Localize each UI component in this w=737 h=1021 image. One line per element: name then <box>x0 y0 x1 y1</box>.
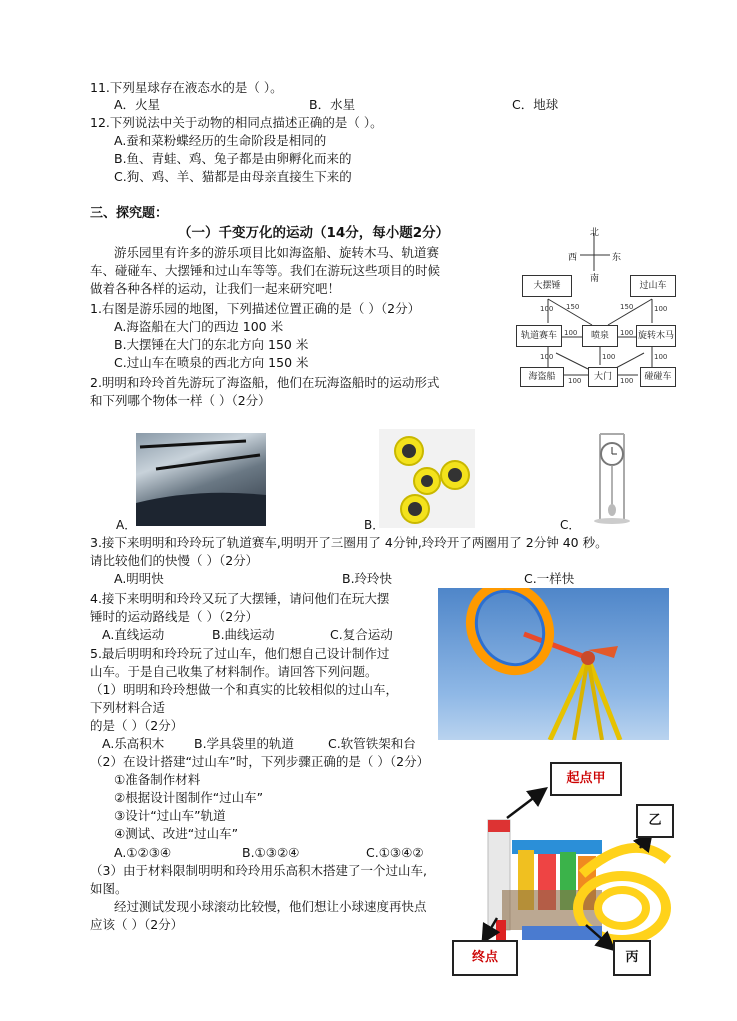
q11-option-c: C．地球 <box>512 97 559 112</box>
map-distance: 100 <box>540 353 554 361</box>
q2-option-a: A． <box>116 518 137 532</box>
q1-text: 1.右图是游乐园的地图，下列描述位置正确的是（ ）（2分） <box>90 301 421 316</box>
map-distance: 150 <box>620 303 634 311</box>
q5-step-3: ③设计“过山车”轨道 <box>114 808 226 823</box>
q3-option-c: C.一样快 <box>524 571 575 586</box>
q5-step-2: ②根据设计图制作“过山车” <box>114 790 264 805</box>
q4-text-2: 锤时的运动路线是（ ）（2分） <box>90 609 259 624</box>
q11-option-b: B．水星 <box>309 97 356 112</box>
q4-option-a: A.直线运动 <box>102 627 165 642</box>
q5-part3-text-4: 应该（ ）（2分） <box>90 917 184 932</box>
q11-option-a: A．火星 <box>114 97 161 112</box>
q5-part1-option-b: B.学具袋里的轨道 <box>194 736 295 751</box>
big-pendulum-photo <box>438 588 669 740</box>
map-distance: 100 <box>620 377 634 385</box>
map-bumper: 碰碰车 <box>640 367 676 387</box>
q5-part1-text-1: （1）明明和玲玲想做一个和真实的比较相似的过山车， <box>90 682 398 697</box>
q5-part1-text-3: 的是（ ）（2分） <box>90 718 184 733</box>
q3-option-a: A.明明快 <box>114 571 164 586</box>
q5-part1-text-2: 下列材料合适 <box>90 700 166 715</box>
callout-start-jia: 起点甲 <box>550 762 622 796</box>
section-intro-1: 游乐园里有许多的游乐项目比如海盗船、旋转木马、轨道赛 <box>114 245 440 260</box>
q4-option-b: B.曲线运动 <box>212 627 275 642</box>
q12-option-b: B.鱼、青蛙、鸡、兔子都是由卵孵化而来的 <box>114 151 352 166</box>
q11-text: 11.下列星球存在液态水的是（ ）。 <box>90 80 283 95</box>
q12-option-a: A.蚕和菜粉蝶经历的生命阶段是相同的 <box>114 133 327 148</box>
map-coaster: 过山车 <box>630 275 676 297</box>
q5-step-1: ①准备制作材料 <box>114 772 201 787</box>
q5-part2-text: （2）在设计搭建“过山车”时，下列步骤正确的是（ ）（2分） <box>90 754 430 769</box>
q5-part2-option-b: B.①③②④ <box>242 845 300 860</box>
section-intro-2: 车、碰碰车、大摆锤和过山车等等。我们在游玩这些项目的时候 <box>90 263 441 278</box>
q3-text-1: 3.接下来明明和玲玲玩了轨道赛车,明明开了三圈用了 4分钟,玲玲开了两圈用了 2分钟 40 秒。 <box>90 535 608 550</box>
q5-text-1: 5.最后明明和玲玲玩了过山车，他们想自己设计制作过 <box>90 646 390 661</box>
map-distance: 100 <box>540 305 554 313</box>
map-distance: 100 <box>654 353 668 361</box>
map-track: 轨道赛车 <box>516 325 562 347</box>
callout-end: 终点 <box>452 940 518 976</box>
pendulum-clock-photo <box>590 430 634 526</box>
q2-text-2: 和下列哪个物体一样（ ）（2分） <box>90 393 271 408</box>
map-south-label: 南 <box>590 274 600 284</box>
map-distance: 100 <box>564 329 578 337</box>
map-gate: 大门 <box>588 367 618 387</box>
q1-option-c: C.过山车在喷泉的西北方向 150 米 <box>114 355 309 370</box>
wiper-photo <box>136 433 266 526</box>
q1-option-a: A.海盗船在大门的西边 100 米 <box>114 319 284 334</box>
q2-text-1: 2.明明和玲玲首先游玩了海盗船，他们在玩海盗船时的运动形式 <box>90 375 440 390</box>
q12-option-c: C.狗、鸡、羊、猫都是由母亲直接生下来的 <box>114 169 352 184</box>
map-east-label: 东 <box>612 253 622 263</box>
map-distance: 150 <box>566 303 580 311</box>
q5-part3-text-1: （3）由于材料限制明明和玲玲用乐高积木搭建了一个过山车, <box>90 863 427 878</box>
callout-bing: 丙 <box>613 940 651 976</box>
map-pirate: 海盗船 <box>520 367 564 387</box>
q4-option-c: C.复合运动 <box>330 627 393 642</box>
map-distance: 100 <box>602 353 616 361</box>
map-distance: 100 <box>654 305 668 313</box>
map-distance: 100 <box>620 329 634 337</box>
q4-text-1: 4.接下来明明和玲玲又玩了大摆锤，请问他们在玩大摆 <box>90 591 390 606</box>
park-map <box>512 225 677 390</box>
q1-option-b: B.大摆锤在大门的东北方向 150 米 <box>114 337 309 352</box>
section-intro-3: 做着各种各样的运动，让我们一起来研究吧！ <box>90 281 341 296</box>
q2-option-b: B． <box>364 518 385 532</box>
q2-option-c: C． <box>560 518 581 532</box>
q5-part1-option-c: C.软管铁架和台 <box>328 736 416 751</box>
q5-step-4: ④测试、改进“过山车” <box>114 826 239 841</box>
map-carousel: 旋转木马 <box>636 325 676 347</box>
q12-text: 12.下列说法中关于动物的相同点描述正确的是（ ）。 <box>90 115 383 130</box>
section-title: 三、探究题： <box>90 206 169 221</box>
callout-yi: 乙 <box>636 804 674 838</box>
q5-part3-text-2: 如图。 <box>90 881 128 896</box>
fidget-spinner-photo <box>379 429 475 528</box>
q5-part1-option-a: A.乐高积木 <box>102 736 165 751</box>
map-pendulum: 大摆锤 <box>522 275 572 297</box>
map-north-label: 北 <box>590 228 600 238</box>
map-west-label: 西 <box>568 253 578 263</box>
map-fountain: 喷泉 <box>582 325 618 347</box>
q5-text-2: 山车。于是自己收集了材料制作。请回答下列问题。 <box>90 664 378 679</box>
map-distance: 100 <box>568 377 582 385</box>
q3-option-b: B.玲玲快 <box>342 571 393 586</box>
q3-text-2: 请比较他们的快慢（ ）（2分） <box>90 553 259 568</box>
q5-part3-text-3: 经过测试发现小球滚动比较慢，他们想让小球速度再快点 <box>114 899 427 914</box>
q5-part2-option-c: C.①③④② <box>366 845 424 860</box>
q5-part2-option-a: A.①②③④ <box>114 845 172 860</box>
section-subtitle: （一）千变万化的运动（14分，每小题2分） <box>178 225 450 241</box>
